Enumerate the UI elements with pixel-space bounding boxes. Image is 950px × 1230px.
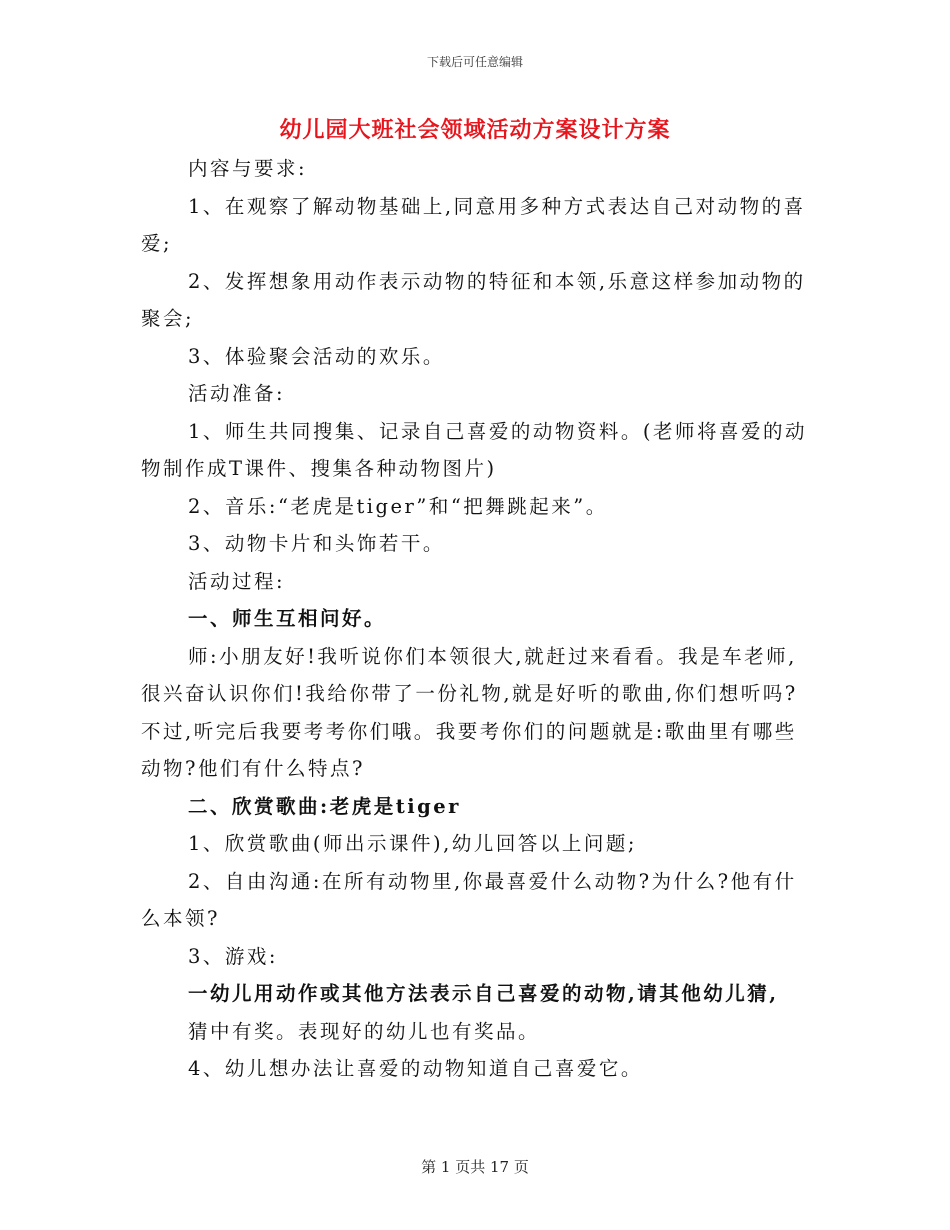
paragraph-6: 2、音乐:“老虎是tiger”和“把舞跳起来”。 bbox=[188, 494, 608, 518]
paragraph-13: 2、自由沟通:在所有动物里,你最喜爱什么动物?为什么?他有什么本领? bbox=[141, 869, 797, 930]
paragraph-7: 3、动物卡片和头饰若干。 bbox=[188, 532, 445, 555]
paragraph-1: 1、在观察了解动物基础上,同意用多种方式表达自己对动物的喜爱; bbox=[141, 194, 806, 255]
paragraph-12: 1、欣赏歌曲(师出示课件),幼儿回答以上问题; bbox=[188, 832, 637, 855]
paragraph-8: 活动过程: bbox=[188, 569, 286, 593]
page-header-note: 下载后可任意编辑 bbox=[426, 55, 523, 69]
paragraph-0: 内容与要求: bbox=[188, 157, 308, 180]
paragraph-16: 猜中有奖。表现好的幼儿也有奖品。 bbox=[188, 1019, 541, 1043]
paragraph-4: 活动准备: bbox=[188, 382, 286, 405]
paragraph-14: 3、游戏: bbox=[188, 944, 278, 968]
paragraph-10: 师:小朋友好!我听说你们本领很大,就赶过来看看。我是车老师,很兴奋认识你们!我给你带了一份礼物,就是好听的歌曲,你们想听吗?不过,听完后我要考考你们哦。我要考你们的问题就是:歌曲里有哪些动物?他们有什么特点? bbox=[141, 644, 798, 780]
paragraph-5: 1、师生共同搜集、记录自己喜爱的动物资料。(老师将喜爱的动物制作成T课件、搜集各种动物图片) bbox=[141, 419, 808, 480]
paragraph-2: 2、发挥想象用动作表示动物的特征和本领,乐意这样参加动物的聚会; bbox=[141, 269, 806, 330]
paragraph-15: 一幼儿用动作或其他方法表示自己喜爱的动物,请其他幼儿猜, bbox=[188, 982, 779, 1005]
page-number: 第 1 页共 17 页 bbox=[421, 1158, 529, 1176]
document-title: 幼儿园大班社会领域活动方案设计方案 bbox=[279, 117, 671, 143]
section-heading-2: 二、欣赏歌曲:老虎是tiger bbox=[188, 794, 461, 818]
document-body bbox=[141, 150, 811, 1088]
paragraph-17: 4、幼儿想办法让喜爱的动物知道自己喜爱它。 bbox=[188, 1057, 643, 1080]
paragraph-3: 3、体验聚会活动的欢乐。 bbox=[188, 344, 445, 368]
section-heading-1: 一、师生互相问好。 bbox=[188, 607, 387, 630]
